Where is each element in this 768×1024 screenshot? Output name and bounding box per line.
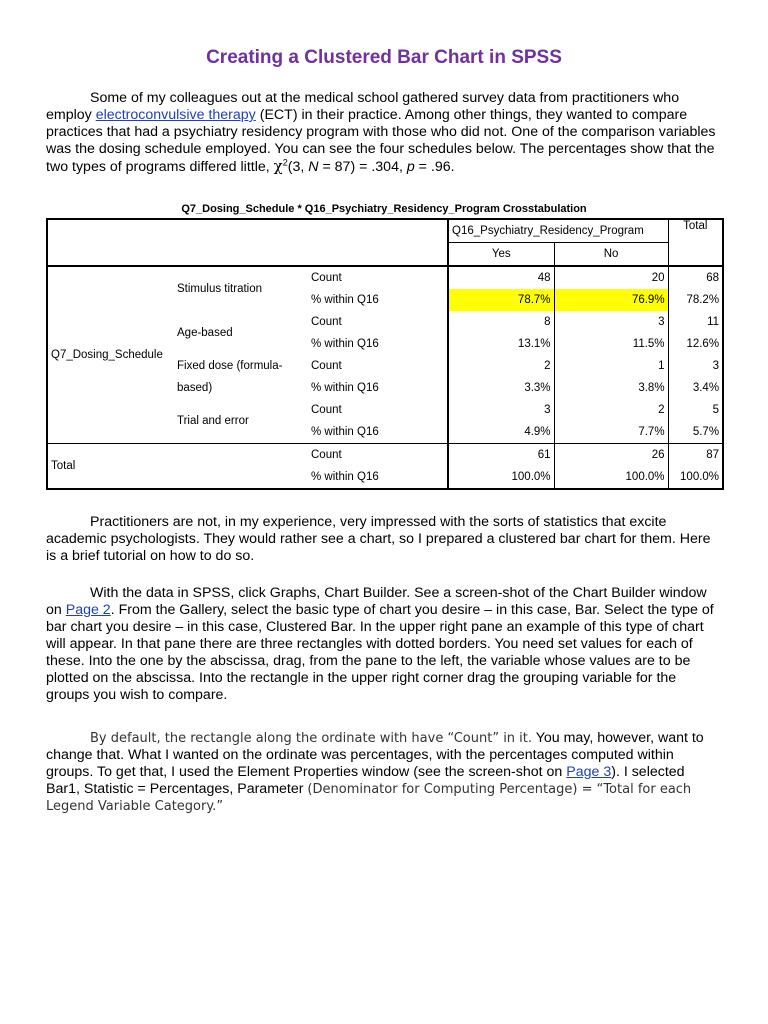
table-cell: 68: [668, 266, 723, 289]
row-var-label: Q7_Dosing_Schedule: [47, 266, 174, 444]
table-cell: 100.0%: [554, 466, 668, 489]
page-2-link[interactable]: Page 2: [65, 602, 111, 618]
header-blank: [47, 219, 448, 266]
table-row: [47, 444, 723, 467]
paragraph-4-text-3: ). I selected Bar1, Statistic = Percentages, Parameter: [46, 764, 685, 797]
stat-text-a: (3,: [287, 159, 309, 175]
paragraph-2: [46, 514, 722, 565]
intro-paragraph: [46, 90, 722, 176]
table-cell: 3: [554, 311, 668, 333]
stat-label: % within Q16: [311, 338, 379, 350]
table-cell: 48: [448, 266, 554, 289]
row-category-label: Trial and error: [174, 399, 308, 444]
stat-text-c: = .96.: [414, 159, 455, 175]
page-title: Creating a Clustered Bar Chart in SPSS: [206, 47, 562, 68]
stat-label: Count: [311, 404, 342, 416]
stat-label: Count: [311, 272, 342, 284]
table-cell: 11: [668, 311, 723, 333]
table-cell: 20: [554, 266, 668, 289]
crosstab-table: [46, 218, 724, 490]
paragraph-3-text-2: . From the Gallery, select the basic type of chart you desire – in this case, Bar. Select the type of bar chart you desire – in this case, Clustered Bar. In the upper right pane an example of this type of chart will appear. In that pane there are three rectangles with dotted borders. You need set values for each of these. Into the one by the abscissa, drag, from the pane to the left, the variable whose values are to be plotted on the abscissa. Into the rectangle in the upper right corner drag the grouping variable for the groups you wish to compare.: [46, 602, 714, 703]
table-cell: 12.6%: [668, 333, 723, 355]
table-cell: 3.8%: [554, 377, 668, 399]
table-cell: 61: [448, 444, 554, 467]
table-cell: 2: [448, 355, 554, 377]
paragraph-3: [46, 585, 722, 704]
paragraph-2-text: Practitioners are not, in my experience, very impressed with the sorts of statistics that excite academic psychologists. They would rather see a chart, so I prepared a clustered bar chart for them. Here is a brief tutorial on how to do so.: [46, 514, 711, 564]
table-cell: 78.2%: [668, 289, 723, 311]
table-cell: 26: [554, 444, 668, 467]
table-cell: 8: [448, 311, 554, 333]
table-cell: 11.5%: [554, 333, 668, 355]
row-category-label-line2: based): [177, 382, 213, 394]
table-cell: 5: [668, 399, 723, 421]
table-cell: 100.0%: [668, 466, 723, 489]
paragraph-4-text-1: By default, the rectangle along the ordinate with have “Count” in it.: [90, 731, 533, 746]
highlighted-cell: 78.7%: [448, 289, 554, 311]
crosstab-title: Q7_Dosing_Schedule * Q16_Psychiatry_Residency_Program Crosstabulation: [181, 203, 587, 215]
table-cell: 13.1%: [448, 333, 554, 355]
stat-label: Count: [311, 316, 342, 328]
stat-label: % within Q16: [311, 382, 379, 394]
col-total-header: Total: [668, 219, 723, 266]
page-3-link[interactable]: Page 3: [566, 764, 612, 780]
stat-n: N: [308, 159, 319, 175]
stat-label: Count: [311, 449, 342, 461]
table-cell: 100.0%: [448, 466, 554, 489]
table-cell: 2: [554, 399, 668, 421]
paragraph-3-text-1: With the data in SPSS, click Graphs, Chart Builder. See a screen-shot of the Chart Builder window on: [46, 585, 707, 618]
row-category-label-line1: Fixed dose (formula-: [177, 360, 283, 372]
highlighted-cell: 76.9%: [554, 289, 668, 311]
intro-text-2: (ECT) in their practice. Among other things, they wanted to compare practices that had a psychiatry residency program with those who did not. One of the comparison variables was the dosing schedule employed. You can see the four schedules below. The percentages show that the two types of programs differed little,: [46, 107, 716, 175]
table-cell: 87: [668, 444, 723, 467]
col-yes-header: Yes: [448, 243, 554, 267]
table-cell: 3.3%: [448, 377, 554, 399]
stat-label: % within Q16: [308, 421, 448, 444]
chi-superscript: 2: [282, 157, 288, 168]
total-row-label: Total: [51, 460, 76, 472]
table-cell: 5.7%: [668, 421, 723, 444]
col-no-header: No: [554, 243, 668, 267]
table-cell: 1: [554, 355, 668, 377]
row-category-label: Age-based: [177, 327, 233, 339]
table-cell: 3.4%: [668, 377, 723, 399]
chi-symbol: χ: [273, 157, 283, 175]
paragraph-4-text-2: You may, however, want to change that. What I wanted on the ordinate was percentages, with the percentages computed within groups. To get that, I used the Element Properties window (see the screen-shot on: [46, 730, 704, 780]
stat-label: % within Q16: [311, 471, 379, 483]
table-cell: 7.7%: [554, 421, 668, 444]
intro-text-1: Some of my colleagues out at the medical school gathered survey data from practitioners who employ: [46, 90, 680, 123]
table-row: [47, 266, 723, 289]
stat-p: p: [406, 159, 415, 175]
paragraph-4-text-4: (Denominator for Computing Percentage) = “Total for each Legend Variable Category.”: [46, 782, 692, 814]
stat-label: % within Q16: [311, 294, 379, 306]
ect-link[interactable]: electroconvulsive therapy: [95, 107, 256, 123]
row-category-label: Stimulus titration: [177, 283, 263, 295]
table-cell: 3: [448, 399, 554, 421]
col-group-header: Q16_Psychiatry_Residency_Program: [448, 219, 668, 243]
stat-label: Count: [311, 360, 342, 372]
table-cell: 3: [668, 355, 723, 377]
paragraph-4: [46, 730, 722, 815]
stat-text-b: = 87) = .304,: [318, 159, 407, 175]
table-cell: 4.9%: [448, 421, 554, 444]
